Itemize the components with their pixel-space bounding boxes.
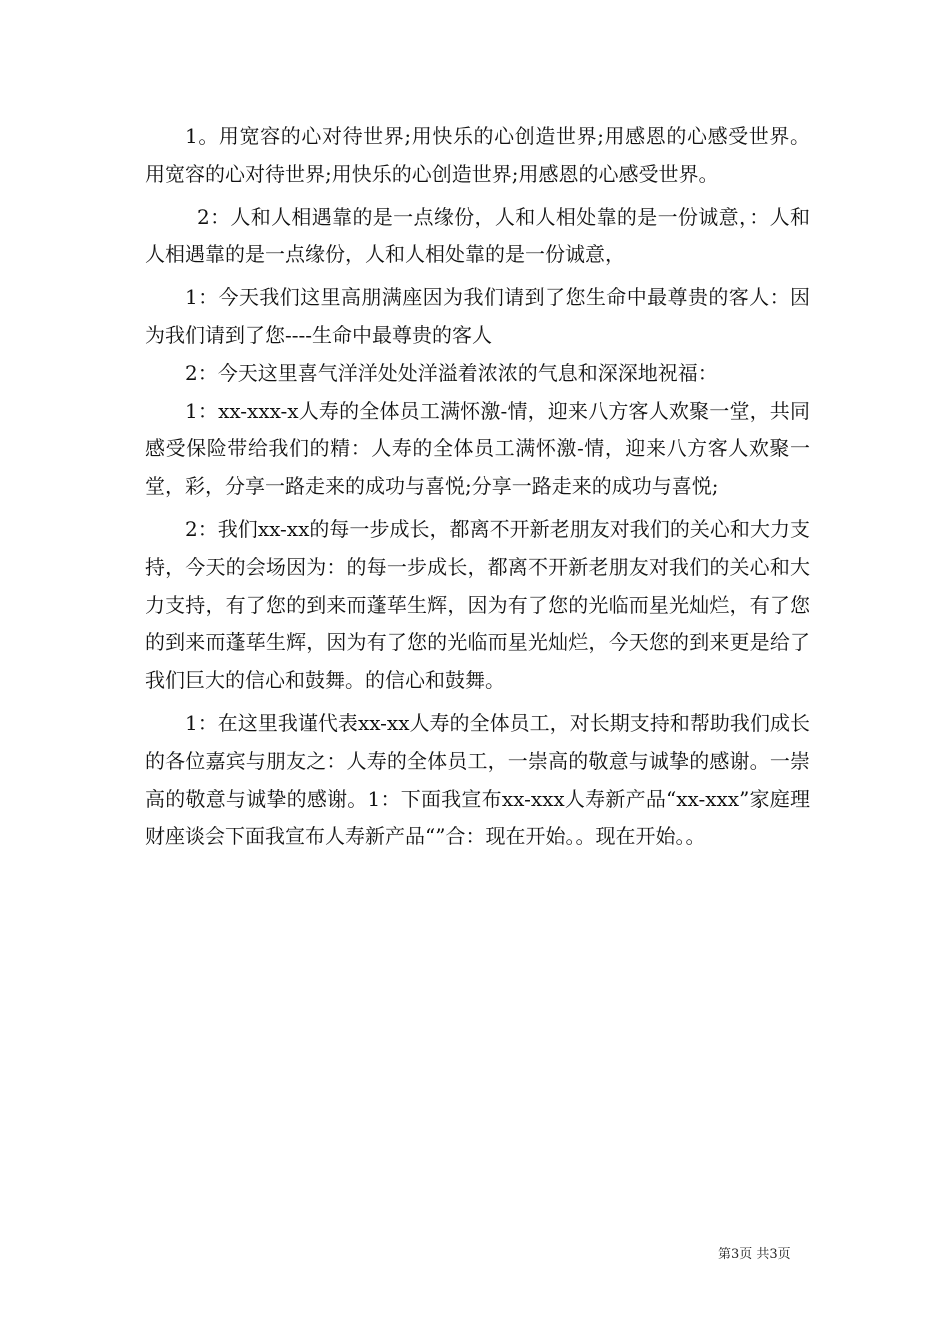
paragraph-2: 2：人和人相遇靠的是一点缘份，人和人相处靠的是一份诚意，：人和人相遇靠的是一点缘份，人和人相处靠的是一份诚意，	[145, 204, 810, 267]
paragraph-6: 2：我们xx-xx的每一步成长，都离不开新老朋友对我们的关心和大力支持，今天的会场因为：的每一步成长，都离不开新老朋友对我们的关心和大力支持，有了您的到来而蓬荜生辉，因为有了您的光临而星光灿烂，有了您的到来而蓬荜生辉，因为有了您的光临而星光灿烂，今天您的到来更是给了我们巨大的信心和鼓舞。的信心和鼓舞。	[145, 516, 810, 693]
paragraph-1: 1。用宽容的心对待世界;用快乐的心创造世界;用感恩的心感受世界。用宽容的心对待世界;用快乐的心创造世界;用感恩的心感受世界。	[145, 124, 810, 186]
document-body	[145, 118, 810, 861]
page-number: 第3页 共3页	[718, 1247, 791, 1262]
paragraph-5: 1：xx-xxx-x人寿的全体员工满怀激-情，迎来八方客人欢聚一堂，共同感受保险带给我们的精：人寿的全体员工满怀激-情，迎来八方客人欢聚一堂，彩，分享一路走来的成功与喜悦;分享一路走来的成功与喜悦;	[145, 398, 810, 499]
paragraph-7: 1：在这里我谨代表xx-xx人寿的全体员工，对长期支持和帮助我们成长的各位嘉宾与朋友之：人寿的全体员工，一崇高的敬意与诚挚的感谢。一崇高的敬意与诚挚的感谢。1：下面我宣布xx-xxx人寿新产品“xx-xxx”家庭理财座谈会下面我宣布人寿新产品“”合：现在开始。。现在开始。。	[145, 710, 810, 849]
paragraph-3: 1：今天我们这里高朋满座因为我们请到了您生命中最尊贵的客人：因为我们请到了您----生命中最尊贵的客人	[145, 285, 810, 347]
paragraph-4: 2：今天这里喜气洋洋处处洋溢着浓浓的气息和深深地祝福：	[185, 360, 718, 385]
